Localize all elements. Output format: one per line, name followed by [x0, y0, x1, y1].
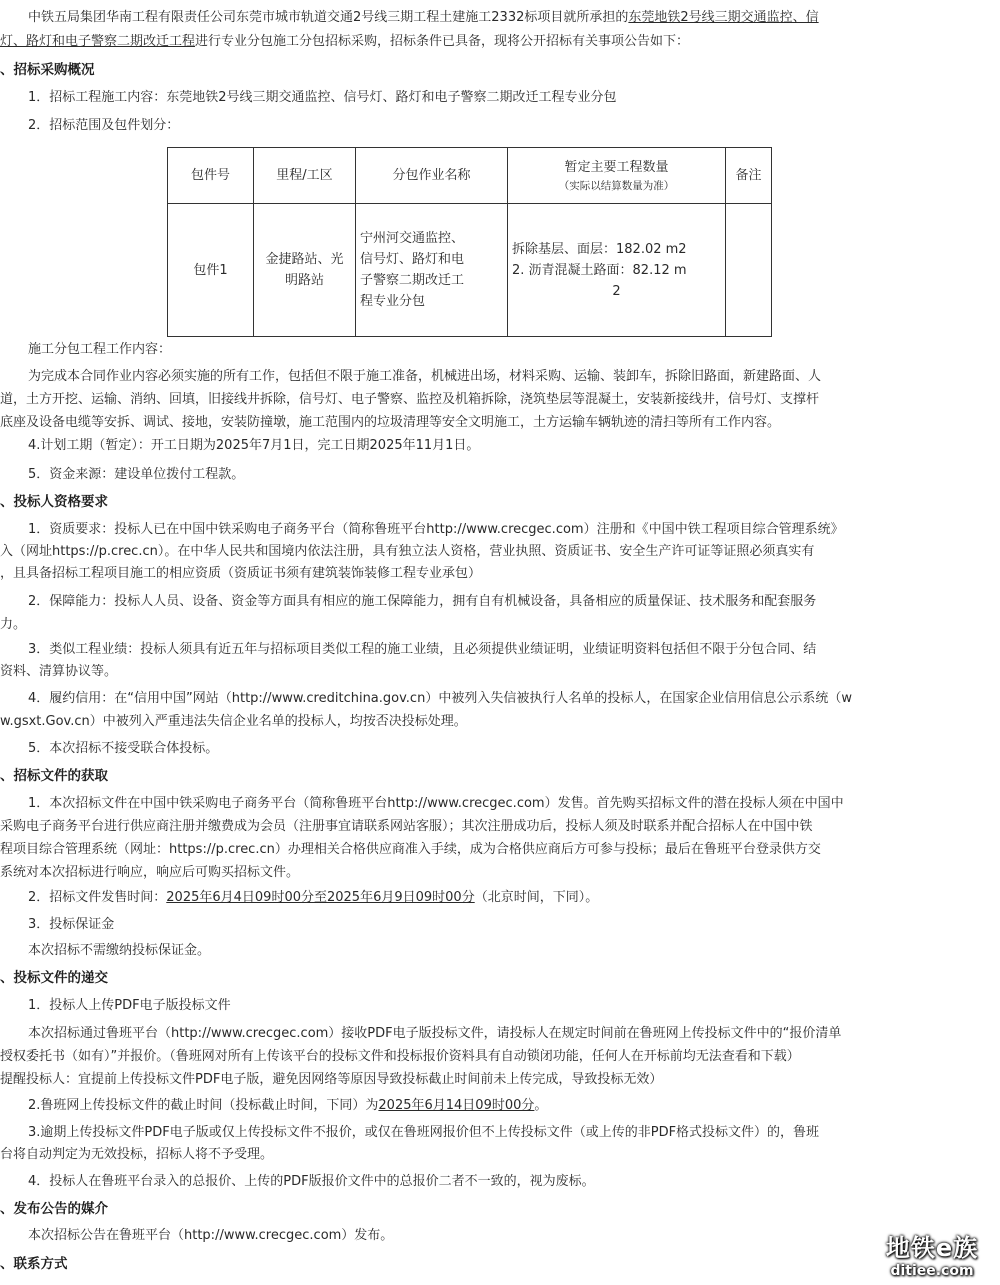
th-package: 包件号	[168, 148, 254, 204]
qual-1-line-2: 入（网址https://p.crec.cn）。在中华人民共和国境内依法注册，具有独立法人资格，营业执照、资质证书、安全生产许可证等证照必须真实有	[0, 544, 815, 559]
submit-1-line-1: 本次招标通过鲁班平台（http://www.crecgec.com）接收PDF电子版投标文件，请投标人在规定时间前在鲁班网上传投标文件中的“报价清单	[28, 1026, 842, 1041]
cell-package: 包件1	[168, 204, 254, 337]
work-content-line-3: 底座及设备电缆等安拆、调试、接地，安装防撞墩，施工范围内的垃圾清理等安全文明施工，土方运输车辆轨迹的清扫等所有工作内容。	[0, 415, 781, 430]
overview-item-2: 2．招标范围及包件划分：	[28, 118, 180, 133]
obtain-3-body: 本次招标不需缴纳投标保证金。	[28, 943, 211, 958]
cell-qty-l1: 拆除基层、面层：182.02 m2	[512, 241, 687, 257]
work-content-line-2: 道，土方开挖、运输、消纳、回填，旧接线井拆除，信号灯、电子警察、监控及机箱拆除，浇筑垫层等混凝土，安装新接线井，信号灯、支撑杆	[0, 392, 820, 407]
work-content-line-1: 为完成本合同作业内容必须实施的所有工作，包括但不限于施工准备，机械进出场，材料采购、运输、装卸车，拆除旧路面，新建路面、人	[28, 369, 822, 384]
obtain-1-line-1: 1．本次招标文件在中国中铁采购电子商务平台（简称鲁班平台http://www.crecgec.com）发售。首先购买招标文件的潜在投标人须在中国中	[28, 796, 844, 811]
submit-1-line-2: 授权委托书（如有）”并报价。（鲁班网对所有上传该平台的投标文件和投标报价资料具有自动锁闭功能，任何人在开标前均无法查看和下载）	[0, 1049, 800, 1064]
submit-1: 1．投标人上传PDF电子版投标文件	[28, 998, 231, 1013]
cell-work-l1: 宁州河交通监控、	[360, 231, 465, 246]
cell-work-l2: 信号灯、路灯和电	[360, 252, 465, 267]
obtain-3: 3．投标保证金	[28, 917, 115, 932]
cell-mileage-l1: 金捷路站、光	[265, 252, 344, 267]
submit-2	[28, 1097, 547, 1115]
table-header-row	[168, 148, 772, 204]
cell-mileage	[254, 204, 356, 337]
submit-1-line-3: 提醒投标人：宜提前上传投标文件PDF电子版，避免因网络等原因导致投标截止时间前未上传完成，导致投标无效）	[0, 1072, 663, 1087]
intro-line-2	[0, 33, 689, 51]
table-row	[168, 204, 772, 337]
submit-2-post: 。	[534, 1098, 548, 1113]
watermark-url: ditiee.com	[890, 1263, 974, 1279]
work-content-title: 施工分包工程工作内容：	[28, 342, 172, 357]
obtain-2	[28, 889, 598, 907]
qual-1-line-3: ，且具备招标工程项目施工的相应资质（资质证书须有建筑装饰装修工程专业承包）	[0, 566, 482, 581]
cell-quantity	[508, 204, 726, 337]
th-mileage: 里程/工区	[254, 148, 356, 204]
th-quantity	[508, 148, 726, 204]
submit-3-line-1: 3.逾期上传投标文件PDF电子版或仅上传投标文件不报价，或仅在鲁班网报价但不上传投标文件（或上传的非PDF格式投标文件）的，鲁班	[28, 1125, 820, 1140]
project-name-link: 东莞地铁2号线三期交通监控、信	[628, 10, 819, 25]
qual-1-line-1: 1．资质要求：投标人已在中国中铁采购电子商务平台（简称鲁班平台http://www.crecgec.com）注册和《中国中铁工程项目综合管理系统》	[28, 522, 844, 537]
obtain-1-line-3: 程项目综合管理系统（网址：https://p.crec.cn）办理相关合格供应商准入手续，成为合格供应商后方可参与投标；最后在鲁班平台登录供方交	[0, 842, 821, 857]
submit-4: 4．投标人在鲁班平台录入的总报价、上传的PDF版报价文件中的总报价二者不一致的，视为废标。	[28, 1174, 595, 1189]
qual-4-line-2: w.gsxt.Gov.cn）中被列入严重违法失信企业名单的投标人，均按否决投标处理。	[0, 714, 467, 729]
th-work-name: 分包作业名称	[356, 148, 508, 204]
section-heading-doc-obtain: 、招标文件的获取	[0, 768, 108, 784]
cell-qty-l2: 2. 沥青混凝土路面：82.12 m	[512, 262, 687, 278]
th-remark: 备注	[726, 148, 772, 204]
overview-item-4: 4.计划工期（暂定）：开工日期为2025年7月1日，完工日期2025年11月1日。	[28, 438, 480, 453]
package-table	[167, 147, 772, 337]
obtain-2-post: （北京时间，下同）。	[474, 890, 599, 905]
cell-mileage-l2: 明路站	[284, 273, 324, 288]
deadline-time: 2025年6月14日09时00分	[378, 1098, 535, 1113]
site-watermark	[872, 1228, 992, 1279]
section-heading-media: 、发布公告的媒介	[0, 1201, 108, 1217]
media-1: 本次招标公告在鲁班平台（http://www.crecgec.com）发布。	[28, 1228, 394, 1243]
cell-work-l4: 程专业分包	[360, 294, 426, 309]
submit-2-label: 2.鲁班网上传投标文件的截止时间（投标截止时间，下同）为	[28, 1098, 379, 1113]
th-quantity-title: 暂定主要工程数量	[564, 160, 669, 175]
section-heading-qualification: 、投标人资格要求	[0, 494, 108, 510]
obtain-1-line-4: 系统对本次招标进行响应，响应后可购买招标文件。	[0, 865, 300, 880]
cell-remark	[726, 204, 772, 337]
sale-time: 2025年6月4日09时00分至2025年6月9日09时00分	[166, 890, 475, 905]
watermark-title: 地铁e族	[885, 1234, 979, 1262]
qual-3-line-2: 资料、清算协议等。	[0, 664, 118, 679]
submit-3-line-2: 台将自动判定为无效投标，招标人将不予受理。	[0, 1147, 274, 1162]
intro-text: 中铁五局集团华南工程有限责任公司东莞市城市轨道交通2号线三期工程土建施工2332标项目就所承担的	[28, 10, 629, 25]
section-heading-contact: 、联系方式	[0, 1256, 68, 1272]
qual-2-line-1: 2．保障能力：投标人人员、设备、资金等方面具有相应的施工保障能力，拥有自有机械设备，具备相应的质量保证、技术服务和配套服务	[28, 594, 817, 609]
th-quantity-sub: （实际以结算数量为准）	[558, 180, 675, 192]
obtain-2-label: 2．招标文件发售时间：	[28, 890, 167, 905]
obtain-1-line-2: 采购电子商务平台进行供应商注册并缴费成为会员（注册事宜请联系网站客服）；其次注册成功后，投标人须及时联系并配合招标人在中国中铁	[0, 819, 813, 834]
qual-2-line-2: 力。	[0, 617, 27, 632]
section-heading-submission: 、投标文件的递交	[0, 970, 108, 986]
cell-qty-l3: 2	[612, 283, 621, 299]
overview-item-1: 1．招标工程施工内容：东莞地铁2号线三期交通监控、信号灯、路灯和电子警察二期改迁工程专业分包	[28, 90, 617, 105]
qual-3-line-1: 3．类似工程业绩：投标人须具有近五年与招标项目类似工程的施工业绩，且必须提供业绩证明，业绩证明资料包括但不限于分包合同、结	[28, 642, 817, 657]
project-name-link-cont: 灯、路灯和电子警察二期改迁工程	[0, 34, 196, 49]
cell-work-name	[356, 204, 508, 337]
intro-line-1	[28, 9, 819, 27]
qual-4-line-1: 4．履约信用：在“信用中国”网站（http://www.creditchina.gov.cn）中被列入失信被执行人名单的投标人，在国家企业信用信息公示系统（w	[28, 691, 852, 706]
cell-work-l3: 子警察二期改迁工	[360, 273, 465, 288]
section-heading-overview: 、招标采购概况	[0, 62, 95, 78]
intro-text-rest: 进行专业分包施工分包招标采购，招标条件已具备，现将公开招标有关事项公告如下：	[195, 34, 690, 49]
qual-5: 5．本次招标不接受联合体投标。	[28, 741, 219, 756]
overview-item-5: 5．资金来源：建设单位拨付工程款。	[28, 467, 245, 482]
